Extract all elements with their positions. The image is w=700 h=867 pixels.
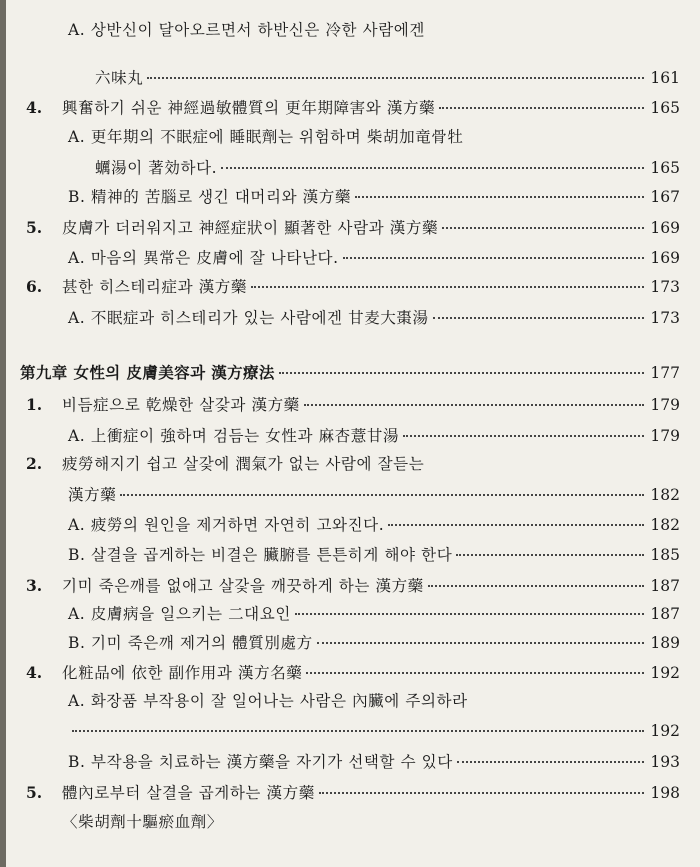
- page-number: 169: [650, 218, 680, 237]
- toc-entry: [26, 392, 680, 415]
- toc-entry: [26, 274, 680, 297]
- entry-number: 5.: [26, 217, 43, 237]
- entry-title: A. 상반신이 달아오르면서 하반신은 冷한 사람에겐: [68, 21, 425, 39]
- toc-entry: [95, 155, 680, 178]
- dot-leader: [456, 538, 644, 556]
- entry-title: 기미 죽은깨를 없애고 살갗을 깨끗하게 하는 漢方藥: [62, 576, 424, 595]
- dot-leader: [428, 569, 644, 587]
- page-number: 177: [650, 363, 680, 382]
- toc-entry: [26, 573, 680, 596]
- entry-number: 4.: [26, 662, 43, 682]
- entry-title: B. 부작용을 치료하는 漢方藥을 자기가 선택할 수 있다: [68, 752, 453, 771]
- dot-leader: [306, 656, 644, 674]
- dot-leader: [343, 241, 644, 259]
- page-number: 165: [650, 158, 680, 177]
- entry-title: 六味丸: [95, 68, 144, 87]
- dot-leader: [439, 91, 644, 109]
- dot-leader: [403, 419, 644, 437]
- page-number: 167: [650, 187, 680, 206]
- entry-title: A. 更年期의 不眠症에 睡眠劑는 위험하며 柴胡加竜骨牡: [68, 128, 464, 146]
- chapter-title: 第九章 女性의 皮膚美容과 漢方療法: [20, 362, 275, 382]
- entry-title: A. 마음의 異常은 皮膚에 잘 나타난다.: [68, 248, 339, 267]
- page-number: 182: [650, 515, 680, 534]
- toc-entry: [68, 512, 680, 535]
- entry-title: A. 疲勞의 원인을 제거하면 자연히 고와진다.: [68, 515, 385, 534]
- page-number: 182: [650, 485, 680, 504]
- toc-entry: [68, 601, 680, 624]
- entry-title: A. 화장품 부작용이 잘 일어나는 사람은 內臟에 주의하라: [68, 692, 468, 710]
- toc-entry: [68, 184, 680, 207]
- entry-number: 3.: [26, 575, 43, 595]
- dot-leader: [433, 301, 644, 319]
- toc-entry: [26, 215, 680, 238]
- toc-entry: [68, 482, 680, 505]
- page-number: 179: [650, 426, 680, 445]
- entry-title: 蠣湯이 著効하다.: [95, 158, 218, 177]
- toc-entry: [26, 95, 680, 118]
- entry-title: B. 기미 죽은깨 제거의 體質別處方: [68, 633, 313, 652]
- toc-entry: [95, 65, 680, 88]
- toc-entry: [68, 423, 680, 446]
- toc-entry: [68, 127, 680, 147]
- entry-title: 漢方藥: [68, 485, 117, 504]
- dot-leader: [317, 626, 644, 644]
- entry-title: 體內로부터 살결을 곱게하는 漢方藥: [62, 783, 315, 802]
- page-number: 193: [650, 752, 680, 771]
- page-number: 198: [650, 783, 680, 802]
- dot-leader: [279, 356, 644, 374]
- entry-title: B. 살결을 곱게하는 비결은 臟腑를 튼튼히게 해야 한다: [68, 545, 453, 564]
- dot-leader: [355, 180, 644, 198]
- dot-leader: [251, 270, 644, 288]
- toc-entry: [68, 691, 680, 711]
- dot-leader: [388, 508, 644, 526]
- dot-leader: [442, 211, 644, 229]
- page-number: 189: [650, 633, 680, 652]
- toc-entry: [68, 20, 680, 40]
- entry-number: 6.: [26, 276, 43, 296]
- dot-leader: [147, 61, 644, 79]
- page-number: 179: [650, 395, 680, 414]
- dot-leader: [304, 388, 644, 406]
- page-number: 192: [650, 721, 680, 740]
- entry-title: 비듬症으로 乾燥한 살갗과 漢方藥: [62, 395, 300, 414]
- entry-title: A. 不眠症과 히스테리가 있는 사람에겐 甘麦大棗湯: [68, 308, 429, 327]
- entry-number: 4.: [26, 97, 43, 117]
- toc-entry: [26, 660, 680, 683]
- entry-title: 興奮하기 쉬운 神經過敏體質의 更年期障害와 漢方藥: [62, 98, 436, 117]
- page-number: 187: [650, 576, 680, 595]
- toc-entry: [68, 542, 680, 565]
- dot-leader: [221, 151, 644, 169]
- entry-title: A. 上衝症이 強하며 검듬는 女性과 麻杏薏甘湯: [68, 426, 400, 445]
- page-edge-shadow: [0, 0, 6, 867]
- entry-title: 疲勞해지기 쉽고 살갗에 潤氣가 없는 사람에 잘듣는: [62, 455, 425, 473]
- page-number: 187: [650, 604, 680, 623]
- entry-title: 〈柴胡劑十驅瘀血劑〉: [62, 813, 224, 831]
- entry-number: 5.: [26, 782, 43, 802]
- toc-entry: [68, 305, 680, 328]
- page-number: 192: [650, 663, 680, 682]
- entry-title: B. 精神的 苦腦로 생긴 대머리와 漢方藥: [68, 187, 351, 206]
- entry-number: 1.: [26, 394, 43, 414]
- page-number: 165: [650, 98, 680, 117]
- chapter-heading: [20, 360, 680, 383]
- entry-number: 2.: [26, 454, 43, 473]
- page-number: 169: [650, 248, 680, 267]
- toc-entry: [68, 718, 680, 741]
- entry-title: 皮膚가 더러워지고 神經症狀이 顯著한 사람과 漢方藥: [62, 218, 439, 237]
- page-number: 161: [650, 68, 680, 87]
- toc-entry: [68, 245, 680, 268]
- toc-entry: [26, 454, 680, 474]
- page-number: 173: [650, 308, 680, 327]
- entry-title: 甚한 히스테리症과 漢方藥: [62, 277, 247, 296]
- dot-leader: [72, 714, 644, 732]
- toc-entry: [62, 812, 680, 832]
- dot-leader: [457, 745, 644, 763]
- dot-leader: [319, 776, 644, 794]
- page-number: 173: [650, 277, 680, 296]
- toc-entry: [68, 630, 680, 653]
- entry-title: 化粧品에 依한 副作用과 漢方名藥: [62, 663, 303, 682]
- entry-title: A. 皮膚病을 일으키는 二대요인: [68, 604, 291, 623]
- dot-leader: [120, 478, 644, 496]
- toc-entry: [26, 780, 680, 803]
- page-number: 185: [650, 545, 680, 564]
- toc-entry: [68, 749, 680, 772]
- dot-leader: [295, 597, 644, 615]
